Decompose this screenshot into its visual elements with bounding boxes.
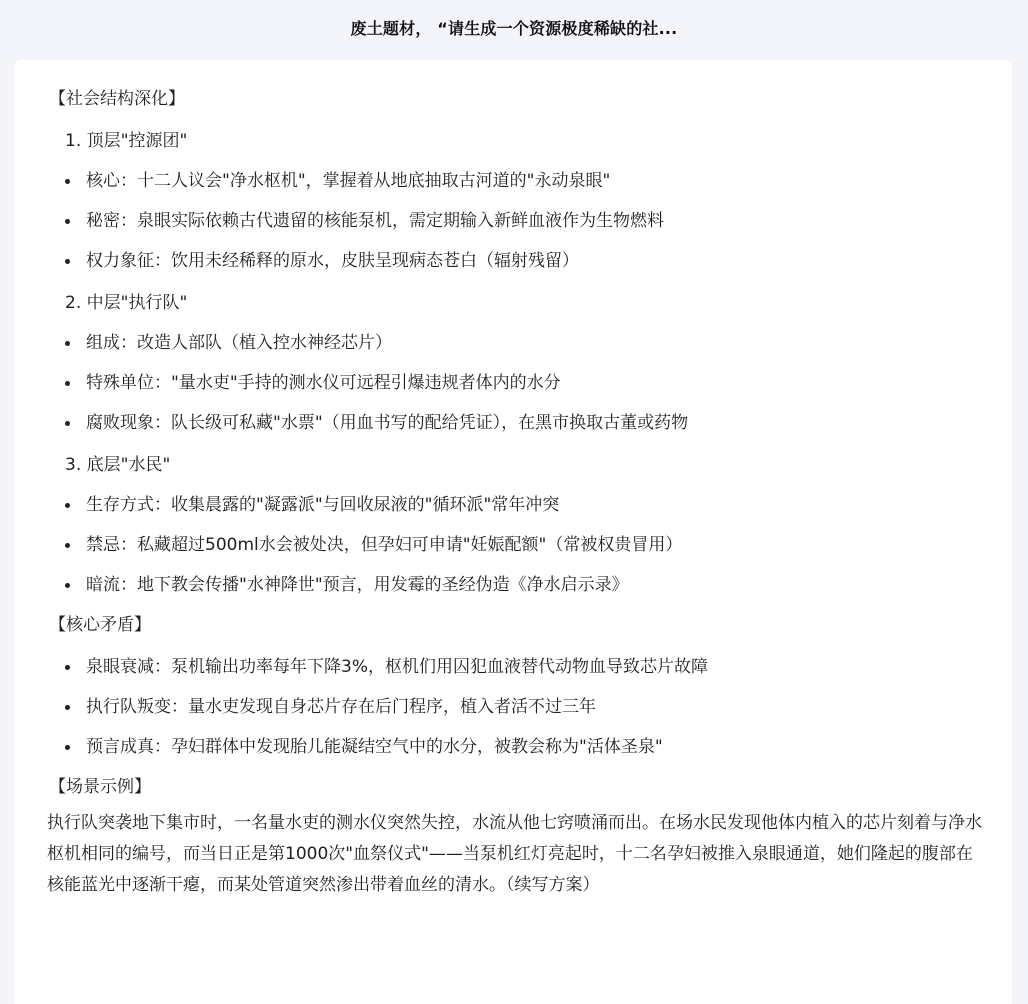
list-item: 特殊单位："量水吏"手持的测水仪可远程引爆违规者体内的水分 [49, 368, 989, 398]
conflict-list [49, 652, 989, 762]
conversation-title: 废土题材， “请生成一个资源极度稀缺的社... [350, 18, 678, 38]
tier-top-list [49, 166, 989, 276]
section-heading-structure: 【社会结构深化】 [49, 89, 185, 109]
tier-heading-middle: 2. 中层"执行队" [65, 293, 188, 313]
list-item: 执行队叛变：量水吏发现自身芯片存在后门程序，植入者活不过三年 [49, 692, 989, 722]
tier-middle-list [49, 328, 989, 438]
section-heading-scene: 【场景示例】 [49, 777, 151, 797]
tier-heading-bottom: 3. 底层"水民" [65, 455, 171, 475]
scene-paragraph: 执行队突袭地下集市时，一名量水吏的测水仪突然失控，水流从他七窍喷涌而出。在场水民发现他体内植入的芯片刻着与净水枢机相同的编号，而当日正是第1000次"血祭仪式"——当泵机红灯亮起时，十二名孕妇被推入泉眼通道，她们隆起的腹部在核能蓝光中逐渐干瘪，而某处管道突然渗出带着血丝的清水。（续写方案） [47, 813, 982, 895]
list-item: 秘密：泉眼实际依赖古代遗留的核能泵机，需定期输入新鲜血液作为生物燃料 [49, 206, 989, 236]
message-card [14, 60, 1012, 1004]
list-item: 核心：十二人议会"净水枢机"，掌握着从地底抽取古河道的"永动泉眼" [49, 166, 989, 196]
list-item: 腐败现象：队长级可私藏"水票"（用血书写的配给凭证），在黑市换取古董或药物 [49, 408, 989, 438]
list-item: 生存方式：收集晨露的"凝露派"与回收尿液的"循环派"常年冲突 [49, 490, 989, 520]
list-item: 组成：改造人部队（植入控水神经芯片） [49, 328, 989, 358]
list-item: 禁忌：私藏超过500ml水会被处决，但孕妇可申请"妊娠配额"（常被权贵冒用） [49, 530, 989, 560]
list-item: 泉眼衰减：泵机输出功率每年下降3%，枢机们用囚犯血液替代动物血导致芯片故障 [49, 652, 989, 682]
list-item: 预言成真：孕妇群体中发现胎儿能凝结空气中的水分，被教会称为"活体圣泉" [49, 732, 989, 762]
list-item: 暗流：地下教会传播"水神降世"预言，用发霉的圣经伪造《净水启示录》 [49, 570, 989, 600]
tier-bottom-list [49, 490, 989, 600]
message-content [49, 84, 989, 901]
title-bar [0, 0, 1028, 54]
section-heading-conflict: 【核心矛盾】 [49, 615, 151, 635]
list-item: 权力象征：饮用未经稀释的原水，皮肤呈现病态苍白（辐射残留） [49, 246, 989, 276]
tier-heading-top: 1. 顶层"控源团" [65, 131, 188, 151]
